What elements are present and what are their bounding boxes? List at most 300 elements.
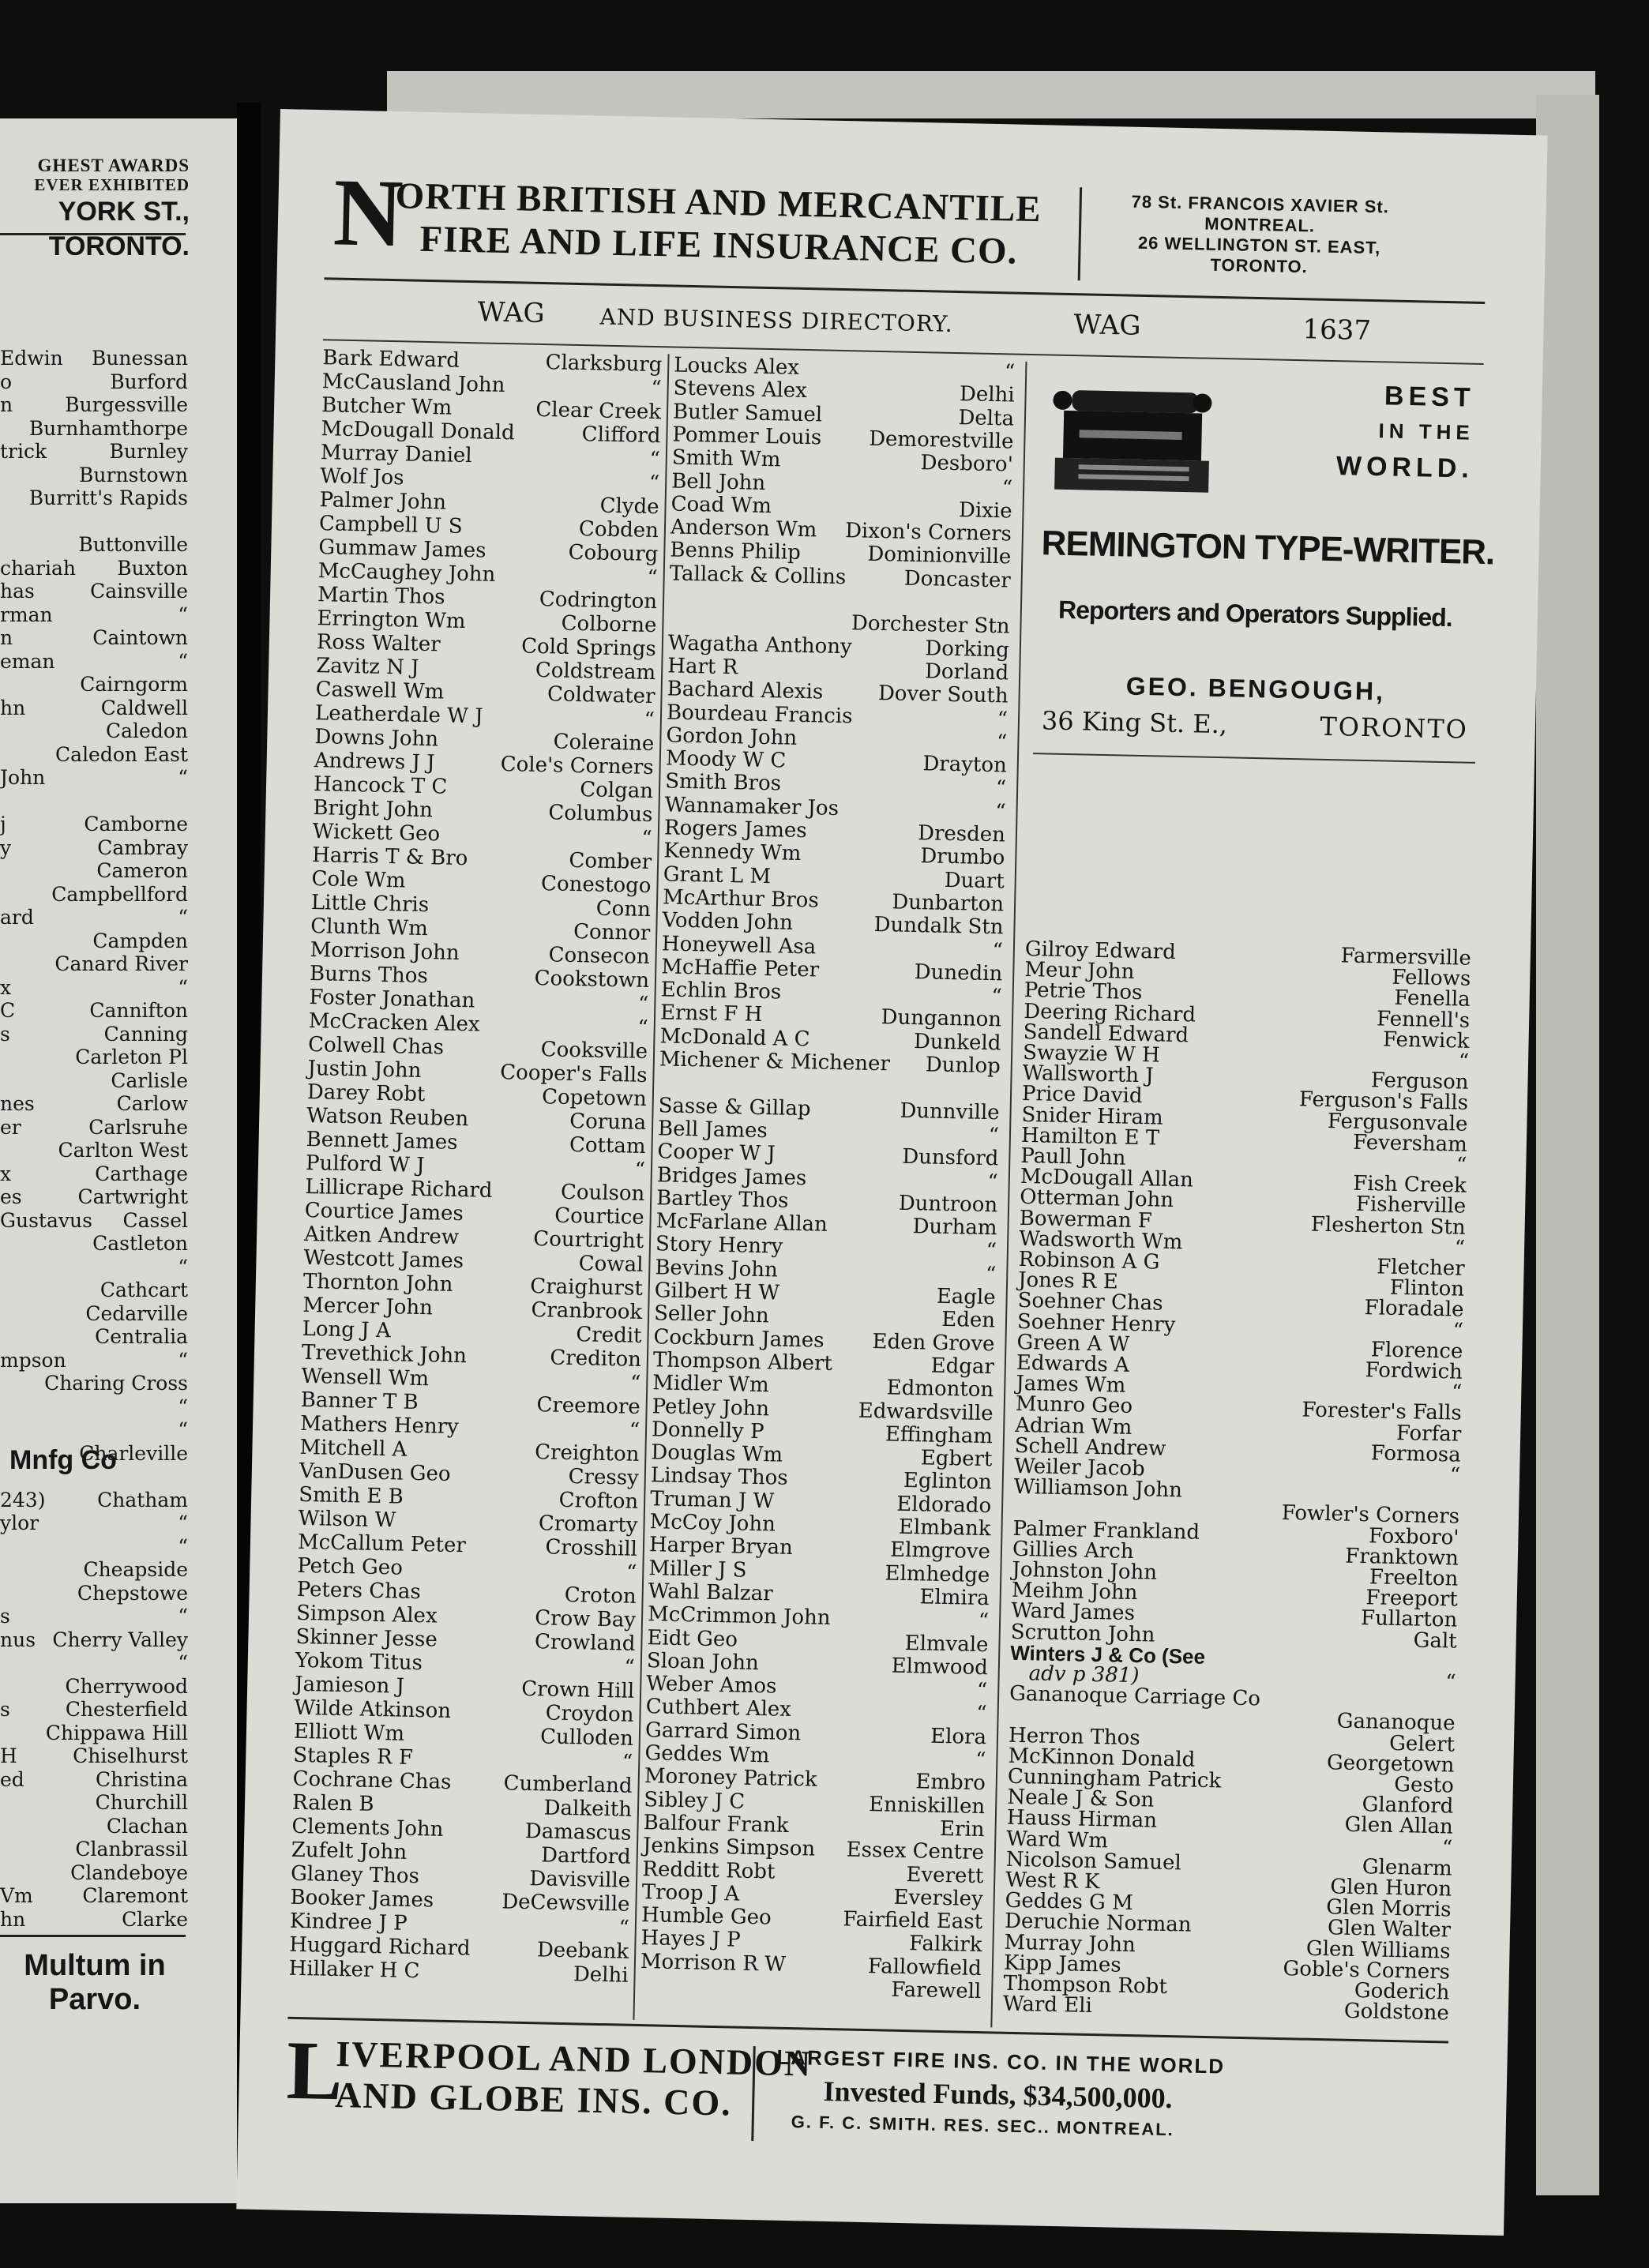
entry-place: Conn xyxy=(595,896,652,922)
entry-place: Clyde xyxy=(599,494,659,520)
entry-name: Cuthbert Alex xyxy=(645,1695,792,1722)
entry-name: Swayzie W H xyxy=(1022,1040,1161,1068)
running-head-left: WAG xyxy=(477,296,546,330)
entry-name: Moroney Patrick xyxy=(644,1764,817,1792)
left-line-name: y xyxy=(0,835,12,859)
entry-name: Soehner Chas xyxy=(1017,1289,1163,1316)
entry-place: Davisville xyxy=(529,1867,631,1893)
entry-place: Crow Bay xyxy=(534,1606,637,1632)
entry-name: Courtice James xyxy=(304,1198,464,1226)
entry-place: Goderich xyxy=(1354,1979,1450,2005)
entry-place: Fennell's xyxy=(1376,1006,1471,1033)
left-line-place: Caintown xyxy=(92,626,188,649)
entry-name: Downs John xyxy=(314,725,439,752)
entry-place: Creemore xyxy=(536,1393,640,1419)
entry-name: Foster Jonathan xyxy=(309,986,475,1013)
entry-place: Fellows xyxy=(1392,965,1471,991)
entry-place: Credit xyxy=(576,1323,642,1348)
left-line-place: Cartwright xyxy=(77,1185,188,1208)
left-line-place: “ xyxy=(178,1511,188,1534)
entry-name: Johnston John xyxy=(1012,1557,1158,1585)
left-line-name: eman xyxy=(0,649,55,673)
entry-place: “ xyxy=(634,1158,646,1182)
entry-name: Peters Chas xyxy=(296,1577,422,1605)
entry-name: Long J A xyxy=(302,1316,391,1343)
entry-name: Miller J S xyxy=(648,1556,747,1583)
entry-place: Fenella xyxy=(1394,986,1471,1012)
left-line-name: rman xyxy=(0,603,53,626)
entry-name: Winters J & Co (See xyxy=(1009,1640,1206,1669)
entry-place: Fisherville xyxy=(1355,1192,1467,1219)
entry-name: Benns Philip xyxy=(670,538,802,565)
entry-place: Dartford xyxy=(540,1843,632,1869)
left-line-place: Carlsruhe xyxy=(88,1115,188,1139)
entry-place: “ xyxy=(1451,1380,1463,1405)
entry-place: “ xyxy=(618,1916,630,1940)
entry-place: Elora xyxy=(930,1724,987,1749)
entry-name: Redditt Robt xyxy=(642,1857,776,1884)
entry-place: Dunbarton xyxy=(892,890,1005,917)
entry-place: Copetown xyxy=(541,1085,648,1111)
entry-place: Consecon xyxy=(548,943,650,970)
entry-name: Humble Geo xyxy=(640,1903,772,1930)
entry-place: Forester's Falls xyxy=(1302,1398,1463,1426)
entry-place: “ xyxy=(996,730,1008,755)
left-line-name: H xyxy=(0,1744,17,1767)
left-line-place: Buxton xyxy=(117,556,188,580)
entry-name: Stevens Alex xyxy=(673,376,808,404)
entry-name: Skinner Jesse xyxy=(295,1624,438,1652)
left-line-place: “ xyxy=(178,603,188,626)
running-head xyxy=(323,285,1485,357)
left-header-line-3: YORK ST., TORONTO. xyxy=(48,197,190,261)
entry-place: Edmonton xyxy=(886,1376,994,1402)
entry-name: Booker James xyxy=(290,1885,434,1913)
entry-place: Culloden xyxy=(539,1725,634,1751)
entry-place: Dunkeld xyxy=(913,1029,1001,1056)
left-line-name: es xyxy=(0,1185,22,1208)
entry-place: Dundalk Stn xyxy=(873,913,1004,940)
entry-name: Anderson Wm xyxy=(670,515,817,543)
entry-place: Glen Morris xyxy=(1326,1895,1452,1922)
entry-name: Mercer John xyxy=(302,1293,434,1320)
entry-place: Freelton xyxy=(1369,1565,1459,1591)
entry-place: Doncaster xyxy=(903,566,1012,593)
entry-place: Flesherton Stn xyxy=(1310,1212,1466,1240)
entry-place: Elmbank xyxy=(898,1515,991,1541)
entry-place: Fish Creek xyxy=(1352,1171,1467,1198)
entry-place: “ xyxy=(1004,360,1016,385)
left-line-name: trick xyxy=(0,440,47,463)
left-line-name: n xyxy=(0,626,13,649)
banner-address-3: 26 WELLINGTON ST. EAST, xyxy=(1137,232,1381,258)
bottom-banner-initial: L xyxy=(285,2023,344,2118)
entry-place: Cooper's Falls xyxy=(500,1061,648,1087)
banner-address-2: MONTREAL. xyxy=(1204,213,1316,236)
banner-address-1: 78 St. FRANCOIS XAVIER St. xyxy=(1131,191,1390,217)
entry-name: Butler Samuel xyxy=(672,400,823,427)
entry-place: Forfar xyxy=(1395,1421,1462,1447)
left-line-name: ard xyxy=(0,906,34,929)
entry-place: Ferguson's Falls xyxy=(1298,1087,1469,1116)
entry-place: Cookstown xyxy=(534,966,650,993)
left-line-place: Cedarville xyxy=(85,1301,188,1325)
entry-name: Cockburn James xyxy=(653,1324,824,1353)
entry-place: Cowal xyxy=(578,1252,644,1277)
entry-name: Gillies Arch xyxy=(1012,1537,1134,1564)
entry-place: DeCewsville xyxy=(501,1890,630,1917)
entry-name: Neale J & Son xyxy=(1007,1785,1155,1812)
left-line-place: Cameron xyxy=(96,859,188,882)
entry-name: Hillaker H C xyxy=(288,1956,420,1984)
entry-name: Zufelt John xyxy=(291,1838,408,1864)
entry-place: Dover South xyxy=(877,682,1009,708)
entry-name: McDougall Allan xyxy=(1020,1165,1194,1192)
left-page-rule xyxy=(0,233,186,235)
entry-place: Coulson xyxy=(560,1180,645,1206)
entry-place: Glanford xyxy=(1362,1793,1454,1819)
entry-name: Gananoque Carriage Co xyxy=(1009,1681,1261,1711)
entry-name: McCallum Peter xyxy=(297,1530,467,1558)
entry-name: Echlin Bros xyxy=(660,978,782,1004)
entry-place: Cooksville xyxy=(540,1038,648,1064)
entry-place: Desboro' xyxy=(920,451,1014,477)
entry-place: “ xyxy=(647,565,658,591)
entry-name: McCoy John xyxy=(649,1510,776,1537)
entry-name: Midler Wm xyxy=(652,1371,769,1398)
entry-name: Douglas Wm xyxy=(651,1440,783,1467)
left-line-name: John xyxy=(0,766,46,789)
entry-place: Georgetown xyxy=(1326,1751,1455,1778)
entry-name: McCracken Alex xyxy=(308,1009,480,1037)
entry-name: Smith Wm xyxy=(671,445,781,472)
entry-name: Wallsworth J xyxy=(1022,1061,1155,1088)
entry-place: Delta xyxy=(958,405,1015,431)
left-page-header xyxy=(0,156,190,264)
entry-name: McCaughey John xyxy=(317,559,496,587)
entry-name: Harris T & Bro xyxy=(311,843,468,871)
entry-name: Wilson W xyxy=(298,1506,396,1533)
entry-name: Wadsworth Wm xyxy=(1018,1226,1183,1255)
entry-place: “ xyxy=(648,471,660,496)
entry-place: Elmgrove xyxy=(889,1538,991,1564)
entry-name: Burns Thos xyxy=(309,962,429,989)
entry-place: Everett xyxy=(906,1862,984,1888)
entry-place: Coldstream xyxy=(535,658,656,685)
entry-name: Kindree J P xyxy=(289,1909,408,1936)
entry-place: “ xyxy=(651,376,663,401)
entry-name: Lillicrape Richard xyxy=(305,1174,493,1203)
entry-place: Dixon's Corners xyxy=(844,519,1012,546)
remington-address: 36 King St. E., xyxy=(1041,705,1228,740)
entry-place: Fullarton xyxy=(1360,1606,1458,1633)
left-line-place: Cheapside xyxy=(83,1558,188,1581)
entry-place: Fordwich xyxy=(1365,1358,1463,1384)
entry-place: Cobourg xyxy=(568,540,659,567)
left-line-place: Burgessville xyxy=(65,393,188,416)
left-line-place: Centralia xyxy=(95,1325,188,1348)
entry-place: Embro xyxy=(915,1770,986,1796)
entry-place: Drayton xyxy=(922,752,1008,778)
entry-place: Crediton xyxy=(550,1346,642,1372)
entry-place: Dunnville xyxy=(900,1098,1000,1125)
entry-place: Delhi xyxy=(959,382,1015,407)
left-line-place: Carlow xyxy=(116,1092,188,1115)
remington-tag-2: IN THE xyxy=(1378,419,1475,445)
left-line-place: Cherrywood xyxy=(65,1674,188,1698)
entry-name: Robinson A G xyxy=(1018,1247,1160,1275)
entry-name: Ward James xyxy=(1011,1599,1136,1626)
entry-place: “ xyxy=(1444,1670,1456,1695)
entry-place: “ xyxy=(991,985,1002,1009)
entry-name: Errington Wm xyxy=(317,606,466,634)
entry-name: Pulford W J xyxy=(305,1151,425,1178)
entry-place: Dorland xyxy=(924,659,1009,685)
left-line-place: Clanbrassil xyxy=(75,1838,188,1861)
entry-place: Clear Creek xyxy=(535,397,662,425)
page-stack-edge xyxy=(1536,95,1599,2195)
entry-place: Freeport xyxy=(1365,1586,1459,1612)
entry-name: Bridges James xyxy=(656,1162,807,1190)
entry-place: Elmvale xyxy=(904,1631,989,1657)
banner-divider xyxy=(1078,187,1082,280)
entry-place: Gelert xyxy=(1388,1731,1456,1757)
entry-place: Formosa xyxy=(1370,1441,1461,1467)
entry-name: Pommer Louis xyxy=(672,422,822,450)
entry-name: Coad Wm xyxy=(670,492,772,518)
entry-name: Deruchie Norman xyxy=(1004,1909,1192,1938)
entry-name: Soehner Henry xyxy=(1016,1309,1176,1337)
entry-name: Jones R E xyxy=(1017,1268,1119,1294)
entry-place: Cromarty xyxy=(538,1511,638,1538)
left-line-place: Chesterfield xyxy=(65,1698,188,1721)
page-stack-top xyxy=(387,71,1595,118)
entry-place: Elmira xyxy=(919,1585,990,1611)
entry-place: “ xyxy=(976,1679,988,1703)
entry-place: Enniskillen xyxy=(868,1792,986,1819)
entry-place: “ xyxy=(644,708,655,733)
left-line-place: Caldwell xyxy=(100,696,188,719)
entry-name: Moody W C xyxy=(665,746,787,773)
remington-tag-3: WORLD. xyxy=(1335,451,1474,484)
entry-name: Little Chris xyxy=(310,891,430,918)
left-page-footer: Multum in Parvo. xyxy=(24,1949,166,2016)
entry-place: Cressy xyxy=(568,1465,640,1490)
bottom-banner-agent: G. F. C. SMITH. RES. SEC.. MONTREAL. xyxy=(791,2112,1175,2140)
remington-agent: GEO. BENGOUGH, xyxy=(1125,671,1386,706)
entry-name: Bowerman F xyxy=(1019,1206,1153,1234)
left-line-name: Vm xyxy=(0,1884,33,1907)
entry-name: Bachard Alexis xyxy=(667,677,824,704)
entry-place: Flinton xyxy=(1389,1275,1465,1301)
entry-name: Ralen B xyxy=(291,1790,374,1816)
bottom-banner-line-1: IVERPOOL AND LONDON xyxy=(335,2033,813,2084)
entry-name: Vodden John xyxy=(662,908,794,935)
entry-name: Geddes G M xyxy=(1005,1888,1134,1916)
entry-name: Meur John xyxy=(1024,958,1135,985)
entry-name: Honeywell Asa xyxy=(661,931,817,959)
entry-name: Deering Richard xyxy=(1023,999,1196,1027)
entry-name: Donnelly P xyxy=(651,1418,764,1444)
entry-name: Story Henry xyxy=(655,1232,783,1260)
entry-place: “ xyxy=(637,1016,649,1041)
left-facing-page xyxy=(0,118,237,2203)
left-line-place: Charleville xyxy=(79,1441,188,1465)
entry-name: Gilbert H W xyxy=(654,1279,780,1305)
entry-name: Sibley J C xyxy=(643,1787,746,1814)
left-line-place: Clarke xyxy=(122,1907,188,1931)
entry-name: Kipp James xyxy=(1003,1951,1121,1977)
entry-name: Simpson Alex xyxy=(295,1601,438,1628)
entry-name: Thompson Albert xyxy=(652,1348,833,1376)
entry-place: “ xyxy=(1456,1153,1467,1177)
entry-place: Galt xyxy=(1413,1628,1458,1654)
entry-name: Leatherdale W J xyxy=(314,701,483,729)
entry-place: Farewell xyxy=(891,1977,982,2004)
left-line-place: “ xyxy=(178,1418,188,1441)
page-number: 1637 xyxy=(1302,314,1372,347)
entry-name: McFarlane Allan xyxy=(655,1209,828,1237)
entry-name: Schell Andrew xyxy=(1014,1433,1166,1461)
entry-place: Courtright xyxy=(533,1227,644,1253)
insurance-banner-top xyxy=(332,159,1495,292)
entry-place: Coleraine xyxy=(553,730,655,757)
entry-name: Bark Edward xyxy=(322,346,460,373)
entry-place: Creighton xyxy=(534,1440,640,1466)
entry-place: “ xyxy=(622,1750,633,1774)
entry-place: Croton xyxy=(564,1583,637,1609)
entry-name: Harper Bryan xyxy=(648,1533,794,1560)
remington-city: TORONTO xyxy=(1320,711,1469,745)
entry-name: Wolf Jos xyxy=(319,464,404,490)
running-head-center: AND BUSINESS DIRECTORY. xyxy=(599,303,954,337)
entry-name: Bourdeau Francis xyxy=(666,700,853,728)
left-page-footer-rule xyxy=(0,1935,186,1937)
entry-place: “ xyxy=(629,1418,640,1443)
left-line-place: “ xyxy=(178,649,188,673)
left-line-name: x xyxy=(0,975,12,999)
entry-place: Cold Springs xyxy=(520,634,657,662)
entry-place: “ xyxy=(1452,1319,1464,1343)
entry-name: Smith E B xyxy=(298,1482,404,1509)
entry-place: “ xyxy=(641,826,653,851)
left-line-place: Bunessan xyxy=(91,347,188,370)
entry-name: Paull John xyxy=(1020,1143,1126,1170)
entry-name: Butcher Wm xyxy=(321,393,453,420)
bottom-banner-tagline: LARGEST FIRE INS. CO. IN THE WORLD xyxy=(776,2045,1226,2078)
entry-place: Glen Huron xyxy=(1330,1875,1452,1902)
entry-place: Cole's Corners xyxy=(500,753,654,780)
entry-name: Rogers James xyxy=(663,816,807,843)
left-line-place: Caledon East xyxy=(55,742,188,766)
entry-place: “ xyxy=(629,1371,641,1395)
entry-place: “ xyxy=(1001,475,1013,501)
left-line-place: Cambray xyxy=(97,835,188,859)
entry-name: VanDusen Geo xyxy=(299,1459,451,1486)
entry-name: McArthur Bros xyxy=(662,885,820,913)
entry-name: Grant L M xyxy=(663,862,772,888)
entry-place: Crofton xyxy=(558,1488,639,1514)
entry-name: Banner T B xyxy=(300,1387,419,1415)
entry-name: Snider Hiram xyxy=(1021,1102,1163,1130)
left-line-place: Christina xyxy=(95,1767,188,1791)
left-line-place: Carlisle xyxy=(111,1068,188,1092)
entry-place: “ xyxy=(649,447,661,472)
entry-place: Drumbo xyxy=(920,844,1005,870)
entry-place: Eldorado xyxy=(896,1492,992,1518)
entry-place: Dalkeith xyxy=(543,1796,633,1822)
directory-column-1 xyxy=(288,346,663,1988)
entry-name: Adrian Wm xyxy=(1014,1413,1133,1440)
entry-place: Colborne xyxy=(561,611,657,638)
entry-name: Ernst F H xyxy=(659,1001,763,1027)
entry-place: “ xyxy=(985,1262,997,1286)
entry-name: McKinnon Donald xyxy=(1008,1744,1196,1772)
left-line-name: Edwin xyxy=(0,347,63,370)
entry-name: Aitken Andrew xyxy=(303,1222,460,1250)
entry-place: Durham xyxy=(912,1215,997,1241)
entry-place: “ xyxy=(637,992,649,1017)
entry-place: Florence xyxy=(1370,1338,1463,1364)
entry-place: “ xyxy=(986,1239,997,1264)
entry-name: Glaney Thos xyxy=(290,1861,420,1889)
typewriter-illustration xyxy=(1046,381,1215,503)
left-line-place: “ xyxy=(178,975,188,999)
entry-place: “ xyxy=(1449,1463,1461,1488)
entry-place: Elmwood xyxy=(891,1654,989,1680)
left-line-place: “ xyxy=(178,1348,188,1372)
entry-place: Farmersville xyxy=(1340,944,1472,971)
entry-place: Cottam xyxy=(569,1132,646,1158)
left-line-name: ed xyxy=(0,1767,24,1791)
entry-name: Green A W xyxy=(1016,1330,1130,1357)
entry-name: McHaffie Peter xyxy=(661,955,820,982)
left-line-name: nes xyxy=(0,1092,35,1115)
entry-name: Colwell Chas xyxy=(307,1033,445,1060)
entry-place: Dorking xyxy=(925,636,1010,663)
entry-place: Eden Grove xyxy=(872,1329,995,1356)
entry-name: Munro Geo xyxy=(1015,1392,1133,1419)
remington-rule xyxy=(1033,753,1475,764)
left-line-name: s xyxy=(0,1698,10,1721)
entry-name: Gordon John xyxy=(666,723,798,750)
entry-name: Eidt Geo xyxy=(647,1625,738,1652)
remington-brand: REMINGTON TYPE-WRITER. xyxy=(1041,524,1495,573)
entry-name: Lindsay Thos xyxy=(650,1463,788,1491)
entry-name: Bright John xyxy=(313,796,434,823)
left-line-place: “ xyxy=(178,1651,188,1674)
left-line-place: Canning xyxy=(103,1022,188,1046)
left-line-name: C xyxy=(0,999,16,1022)
entry-name: Morrison R W xyxy=(640,1949,787,1977)
entry-name: Edwards A xyxy=(1016,1350,1130,1377)
entry-place: Edgar xyxy=(930,1354,995,1380)
left-line-name: o xyxy=(0,370,13,393)
directory-page xyxy=(236,109,1547,2236)
entry-name: Petrie Thos xyxy=(1024,978,1143,1005)
entry-place: Clarksburg xyxy=(545,351,663,377)
left-line-name: nus xyxy=(0,1628,36,1651)
entry-name: Ross Walter xyxy=(316,630,441,657)
entry-place: Fergusonvale xyxy=(1327,1109,1468,1136)
entry-place: Foxboro' xyxy=(1368,1523,1459,1550)
entry-place: Dunsford xyxy=(902,1144,999,1171)
entry-place: “ xyxy=(624,1655,636,1680)
entry-place: Craighurst xyxy=(530,1274,644,1301)
entry-name: Geddes Wm xyxy=(644,1741,770,1768)
entry-place: Conestogo xyxy=(540,872,652,899)
left-line-place: “ xyxy=(178,1534,188,1558)
